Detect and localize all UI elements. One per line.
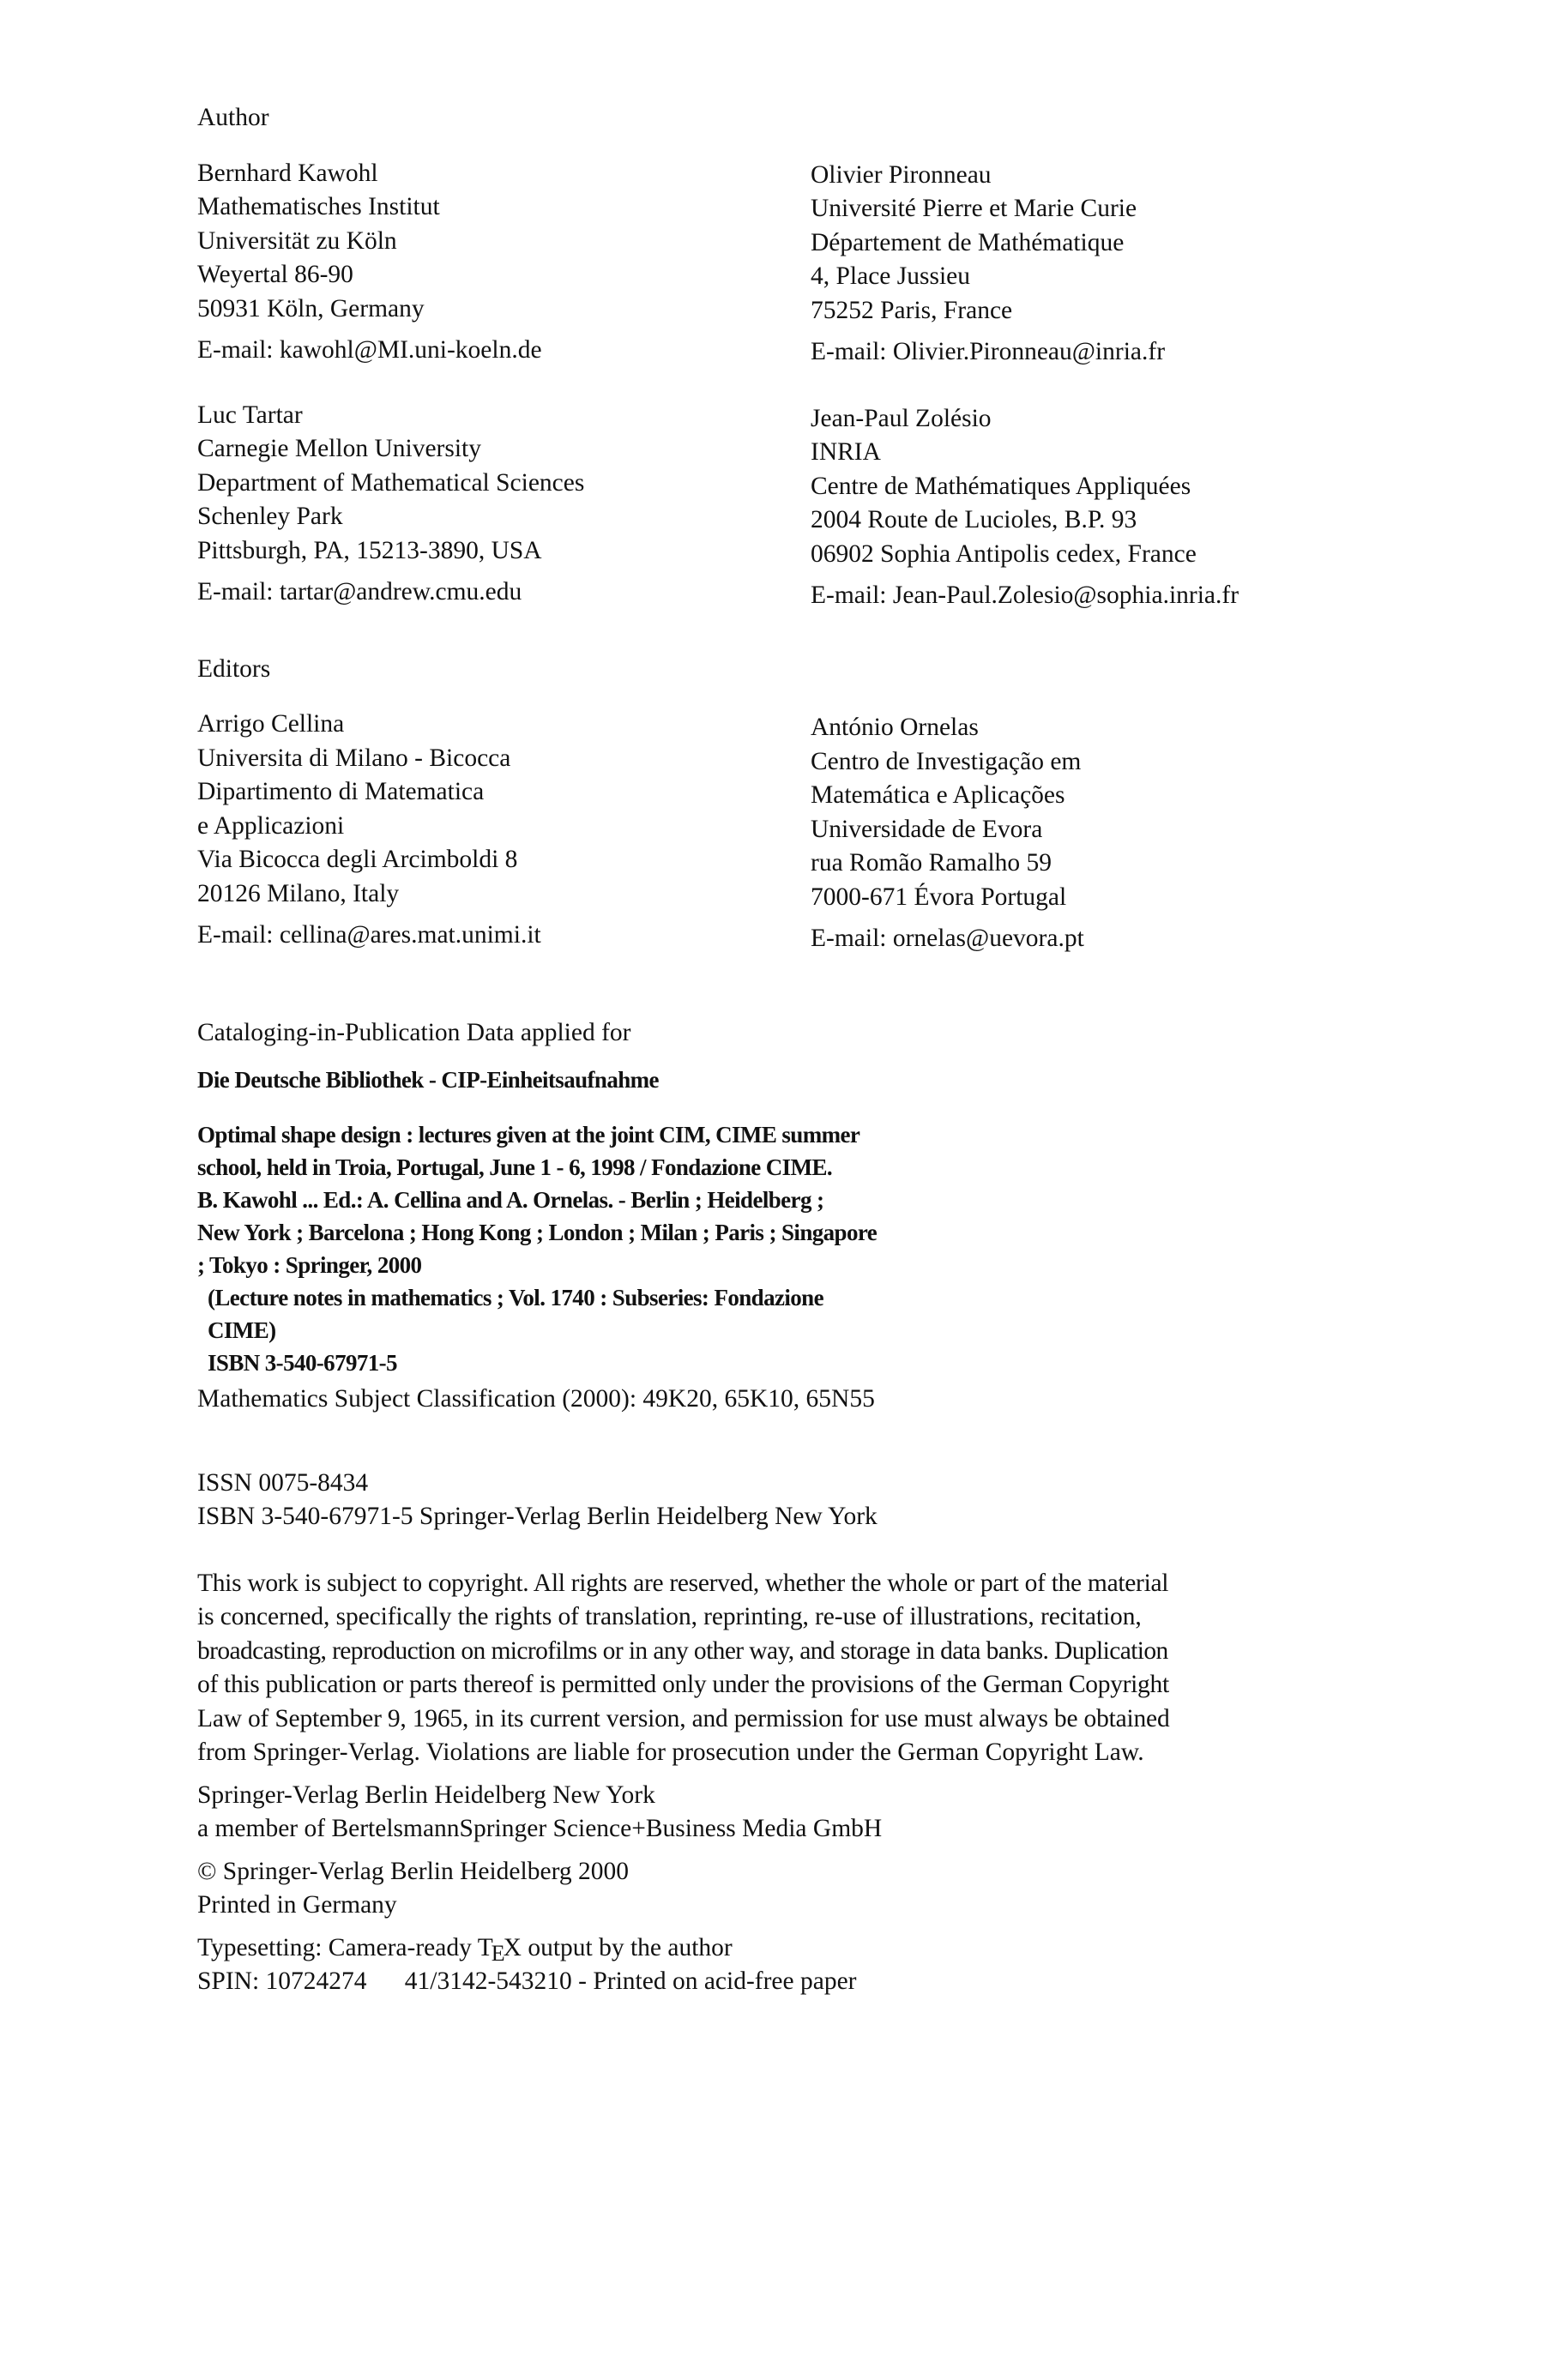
address-line: Weyertal 86-90 [197, 261, 353, 288]
address-line: Carnegie Mellon University [197, 435, 481, 462]
editors-heading: Editors [197, 654, 271, 683]
address-line: Université Pierre et Marie Curie [811, 195, 1137, 222]
email-line: E-mail: ornelas@uevora.pt [811, 925, 1084, 952]
copyright-line: Law of September 9, 1965, in its current version, and permission for use must always be obtained [197, 1704, 1170, 1732]
address-line: 2004 Route de Lucioles, B.P. 93 [811, 506, 1137, 533]
author-row-2 [197, 399, 1347, 613]
address-line: 06902 Sophia Antipolis cedex, France [811, 539, 1197, 568]
cip-line: B. Kawohl ... Ed.: A. Cellina and A. Ornelas. - Berlin ; Heidelberg ; [197, 1187, 824, 1213]
editor-ornelas [811, 711, 1342, 956]
msc-classification: Mathematics Subject Classification (2000): 49K20, 65K10, 65N55 [197, 1385, 875, 1413]
address-line: 20126 Milano, Italy [197, 879, 400, 907]
publisher-line: Springer-Verlag Berlin Heidelberg New York [197, 1780, 655, 1809]
copyright-line: This work is subject to copyright. All rights are reserved, whether the whole or part of the material [197, 1569, 1169, 1597]
editor-row [197, 708, 1347, 956]
address-line: Department of Mathematical Sciences [197, 468, 585, 497]
address-line: 7000-671 Évora Portugal [811, 883, 1067, 911]
copyright-notice [197, 1855, 1347, 1923]
email-line: E-mail: Olivier.Pironneau@inria.fr [811, 338, 1166, 365]
address-line: Centre de Mathématiques Appliquées [811, 472, 1191, 500]
author-tartar [197, 399, 811, 613]
copyright-line: broadcasting, reproduction on microfilms or in any other way, and storage in data banks. Duplication [197, 1636, 1168, 1665]
author-kawohl [197, 157, 811, 370]
address-line: Luc Tartar [197, 401, 303, 429]
author-zolesio [811, 402, 1342, 613]
publisher-block [197, 1779, 1347, 1847]
copyright-line: of this publication or parts thereof is permitted only under the provisions of the German Copyright [197, 1671, 1169, 1698]
address-line: Centro de Investigação em [811, 747, 1082, 775]
address-line: Schenley Park [197, 503, 343, 530]
email-line: E-mail: kawohl@MI.uni-koeln.de [197, 336, 542, 364]
editor-cellina [197, 708, 811, 956]
address-line: Via Bicocca degli Arcimboldi 8 [197, 846, 518, 873]
author-row-1 [197, 157, 1347, 370]
tex-logo-e: E [491, 1940, 505, 1966]
address-line: Matemática e Aplicações [811, 781, 1065, 809]
copyright-notice-line: © Springer-Verlag Berlin Heidelberg 2000 [197, 1857, 629, 1885]
cip-line: ; Tokyo : Springer, 2000 [197, 1252, 422, 1278]
cip-line: Optimal shape design : lectures given at the joint CIM, CIME summer [197, 1122, 860, 1148]
address-line: Bernhard Kawohl [197, 159, 378, 187]
address-line: Olivier Pironneau [811, 160, 992, 189]
cip-record [197, 1118, 1347, 1379]
author-heading: Author [197, 104, 269, 131]
cip-line: school, held in Troia, Portugal, June 1 - 6, 1998 / Fondazione CIME. [197, 1154, 833, 1180]
address-line: e Applicazioni [197, 811, 345, 840]
typesetting-line [197, 1931, 1347, 1966]
email-line: E-mail: cellina@ares.mat.unimi.it [197, 921, 541, 949]
author-pironneau [811, 159, 1342, 370]
copyright-page [197, 96, 1347, 1999]
address-line: Mathematisches Institut [197, 193, 440, 220]
address-line: Pittsburgh, PA, 15213-3890, USA [197, 536, 542, 564]
address-line: António Ornelas [811, 714, 979, 741]
tex-logo-x: X [503, 1933, 522, 1961]
email-line: E-mail: tartar@andrew.cmu.edu [197, 578, 522, 606]
email-line: E-mail: Jean-Paul.Zolesio@sophia.inria.fr [811, 581, 1239, 609]
spin-line: SPIN: 10724274 41/3142-543210 - Printed on acid-free paper [197, 1967, 857, 1995]
publisher-line: a member of BertelsmannSpringer Science+Business Media GmbH [197, 1815, 883, 1842]
production-block [197, 1931, 1347, 1999]
address-line: Universidade de Evora [811, 815, 1043, 843]
address-line: Jean-Paul Zolésio [811, 404, 992, 432]
typesetting-suffix: output by the author [521, 1933, 733, 1961]
copyright-line: is concerned, specifically the rights of translation, reprinting, re-use of illustrations, recitation, [197, 1603, 1142, 1630]
issn: ISSN 0075-8434 [197, 1468, 369, 1497]
cip-line: New York ; Barcelona ; Hong Kong ; London ; Milan ; Paris ; Singapore [197, 1220, 878, 1245]
address-line: Dipartimento di Matematica [197, 778, 485, 805]
copyright-line: from Springer-Verlag. Violations are liable for prosecution under the German Copyright Law. [197, 1738, 1144, 1766]
isbn: ISBN 3-540-67971-5 Springer-Verlag Berlin Heidelberg New York [197, 1503, 878, 1530]
cip-line: (Lecture notes in mathematics ; Vol. 1740 : Subseries: Fondazione [208, 1285, 823, 1311]
tex-logo-t: T [477, 1933, 493, 1961]
address-line: 50931 Köln, Germany [197, 294, 425, 322]
cip-line: ISBN 3-540-67971-5 [208, 1350, 397, 1376]
copyright-notice-line: Printed in Germany [197, 1891, 397, 1919]
address-line: rua Romão Ramalho 59 [811, 849, 1052, 877]
address-line: Arrigo Cellina [197, 710, 345, 738]
address-line: Département de Mathématique [811, 228, 1125, 256]
address-line: Universität zu Köln [197, 226, 397, 255]
address-line: Universita di Milano - Bicocca [197, 744, 511, 772]
cip-line: CIME) [208, 1317, 276, 1343]
cip-applied: Cataloging-in-Publication Data applied for [197, 1018, 631, 1046]
copyright-paragraph [197, 1567, 1347, 1770]
cip-bibliothek: Die Deutsche Bibliothek - CIP-Einheitsaufnahme [197, 1067, 659, 1093]
address-line: 75252 Paris, France [811, 296, 1013, 324]
address-line: 4, Place Jussieu [811, 262, 970, 290]
address-line: INRIA [811, 438, 881, 466]
typesetting-prefix: Typesetting: Camera-ready [197, 1933, 478, 1961]
